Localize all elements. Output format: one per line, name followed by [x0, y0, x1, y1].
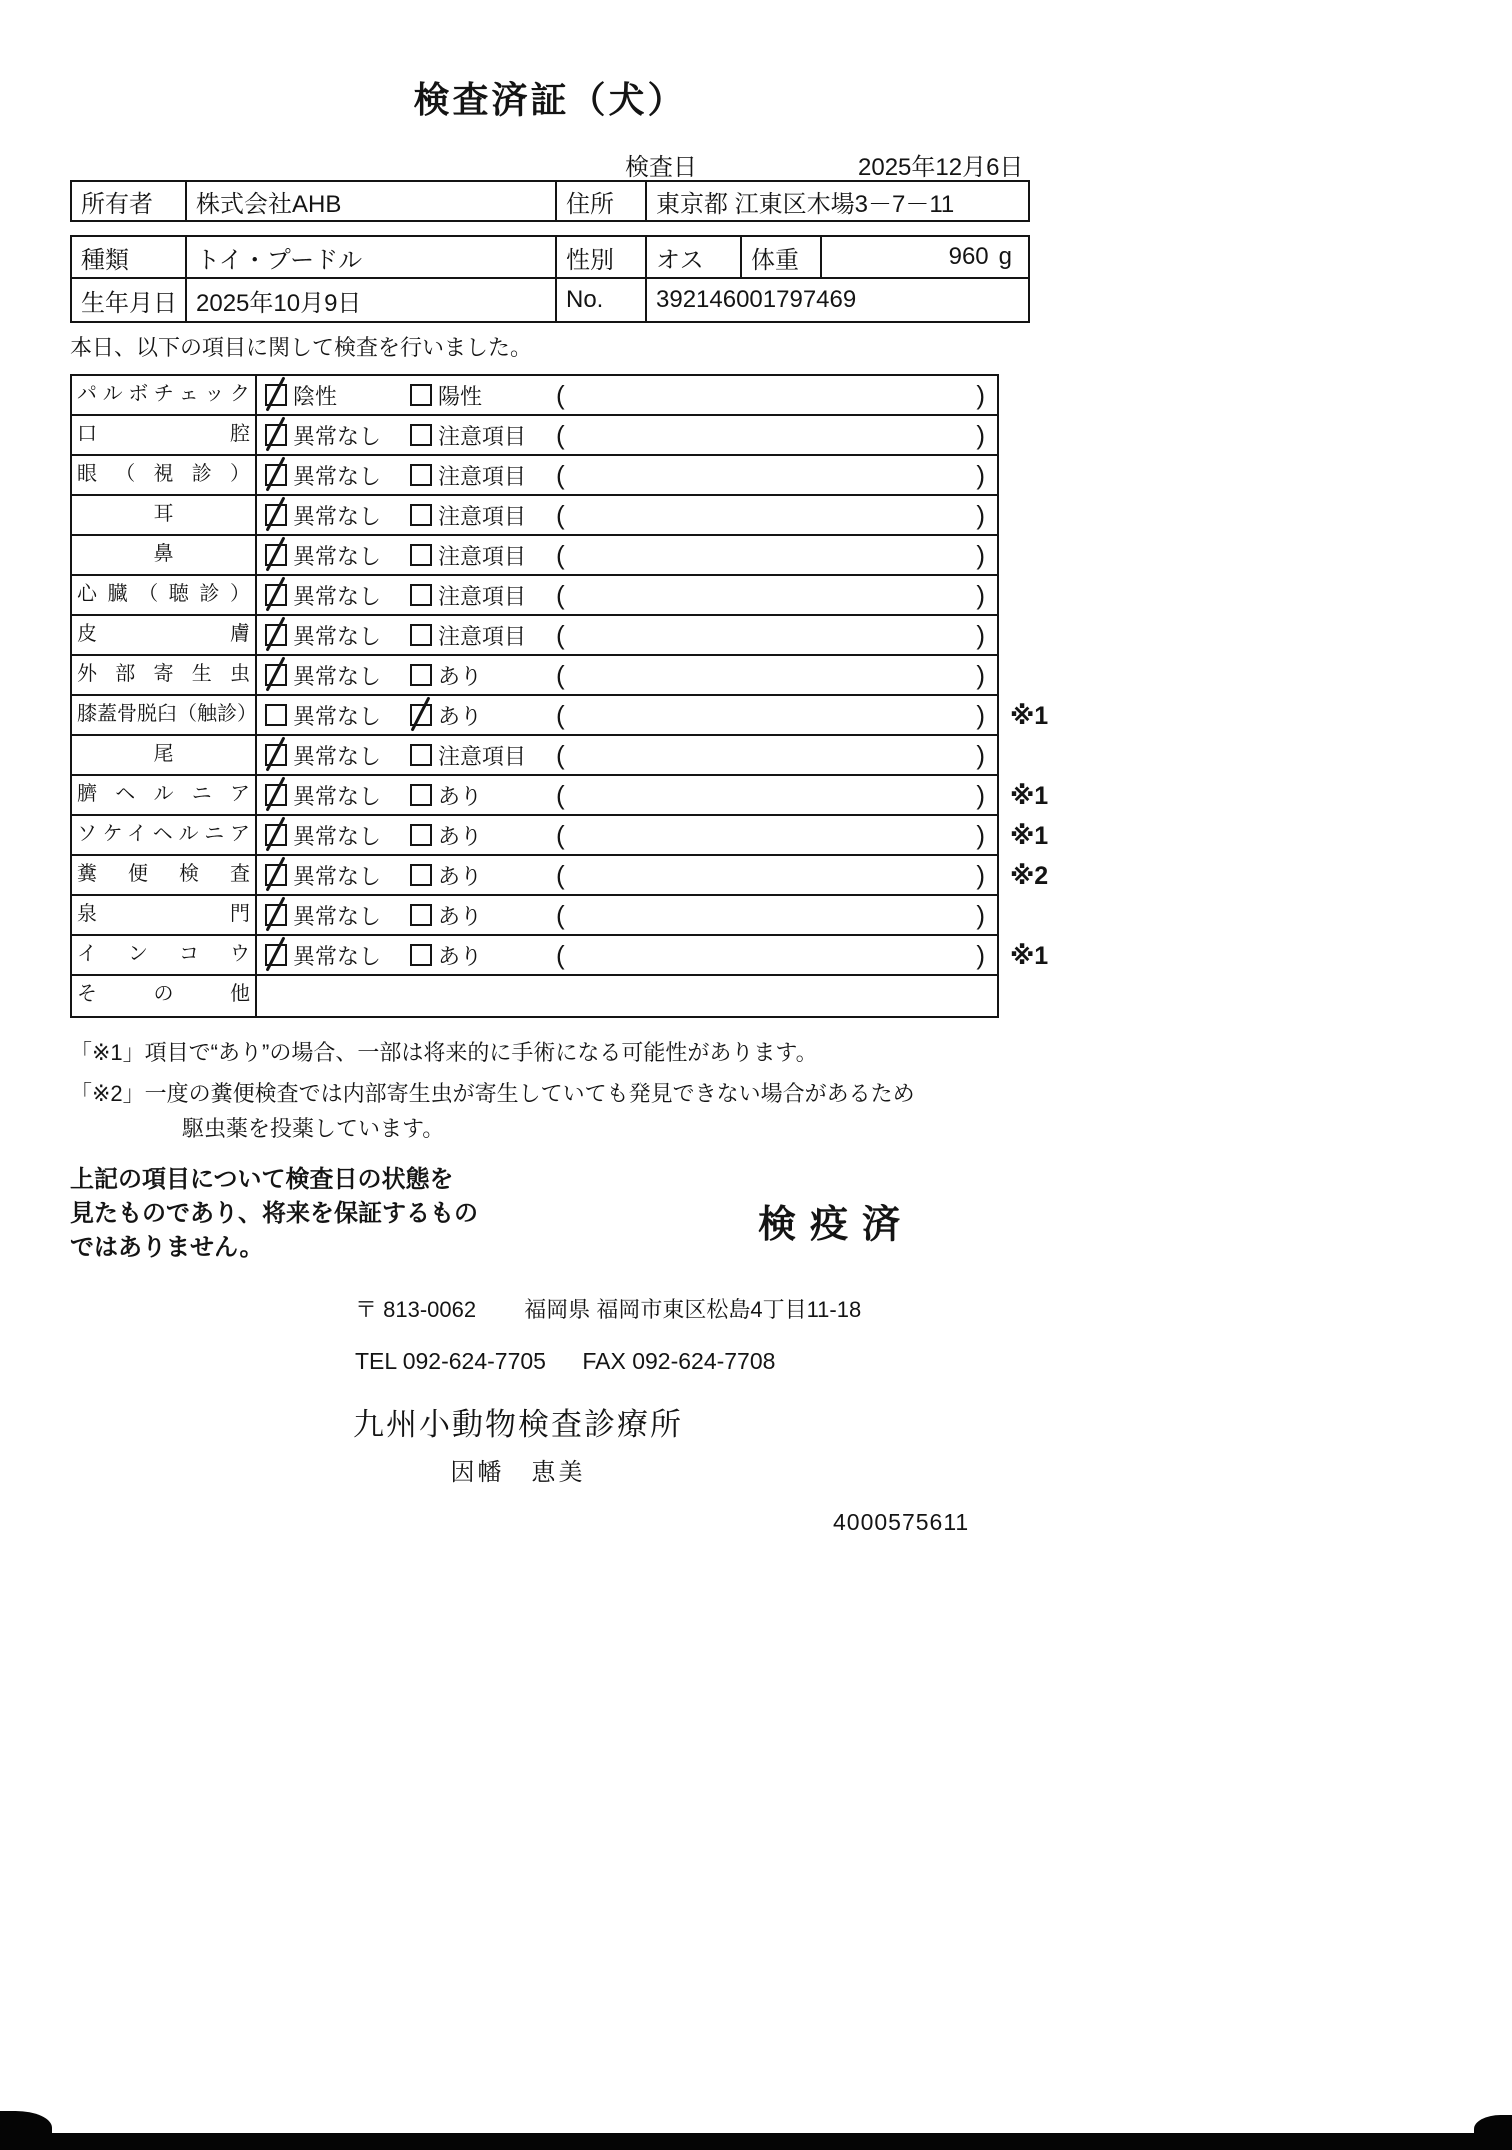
row-note: ※1 [1010, 702, 1049, 730]
remarks-field [554, 940, 997, 971]
inspection-row [72, 536, 997, 576]
no-value: 392146001797469 [656, 286, 857, 313]
remarks-field [554, 620, 997, 651]
option-label: 異常なし [293, 863, 382, 889]
option-primary [264, 460, 409, 491]
item-options [257, 936, 997, 974]
option-primary [264, 900, 409, 931]
option-label: 注意項目 [438, 503, 527, 529]
checkbox-wrap [264, 743, 288, 767]
serial-number: 4000575611 [833, 1509, 970, 1535]
checkbox-icon [410, 424, 432, 446]
remarks-field [554, 700, 997, 731]
pet-info-row-1 [72, 237, 1028, 279]
paren-open: ( [556, 419, 565, 450]
checkbox-wrap [409, 663, 433, 687]
remarks-field [554, 380, 997, 411]
item-options [257, 856, 997, 894]
option-secondary [409, 780, 554, 811]
option-primary [264, 860, 409, 891]
pet-info-row-2 [72, 279, 1028, 321]
inspection-date-row [70, 147, 1030, 181]
paren-close: ) [976, 699, 985, 730]
paren-open: ( [556, 899, 565, 930]
option-label: あり [438, 663, 483, 689]
disclaimer-line1: 上記の項目について検査日の状態を [70, 1166, 454, 1193]
scan-smudge-left [0, 2111, 52, 2135]
item-options [257, 496, 997, 534]
sex-value: オス [647, 237, 742, 277]
option-label: 注意項目 [438, 543, 527, 569]
item-options [257, 416, 997, 454]
option-secondary [409, 500, 554, 531]
tel-number: TEL 092-624-7705 [355, 1348, 546, 1374]
option-primary [264, 580, 409, 611]
paren-open: ( [556, 859, 565, 890]
option-label: 異常なし [293, 743, 382, 769]
item-name: 尾 [72, 736, 257, 774]
inspector-name: 因幡 恵美 [450, 1459, 586, 1486]
item-name: 外部寄生虫 [72, 656, 257, 694]
checkbox-wrap [264, 903, 288, 927]
inspection-row [72, 576, 997, 616]
option-secondary [409, 380, 554, 411]
item-name: 口腔 [72, 416, 257, 454]
clinic-block [348, 1399, 688, 1487]
birthdate-label: 生年月日 [72, 279, 187, 321]
option-label: 異常なし [293, 623, 382, 649]
owner-value: 株式会社AHB [187, 182, 557, 220]
option-secondary [409, 460, 554, 491]
paren-open: ( [556, 939, 565, 970]
remarks-field [554, 860, 997, 891]
item-options [257, 456, 997, 494]
checkbox-wrap [409, 383, 433, 407]
checkbox-wrap [264, 943, 288, 967]
option-label: 異常なし [293, 463, 382, 489]
inspection-date-value: 2025年12月6日 [858, 154, 1024, 181]
checkbox-wrap [409, 783, 433, 807]
option-label: あり [438, 863, 483, 889]
remarks-field [554, 820, 997, 851]
paren-open: ( [556, 539, 565, 570]
checkbox-wrap [264, 383, 288, 407]
paren-close: ) [976, 379, 985, 410]
option-label: 異常なし [293, 703, 382, 729]
checkbox-icon [410, 784, 432, 806]
remarks-field [554, 540, 997, 571]
paren-close: ) [976, 459, 985, 490]
remarks-field [554, 900, 997, 931]
birthdate-value: 2025年10月9日 [187, 279, 557, 321]
option-primary [264, 620, 409, 651]
option-primary [264, 940, 409, 971]
option-secondary [409, 700, 554, 731]
option-secondary [409, 620, 554, 651]
checkbox-wrap [409, 823, 433, 847]
weight-unit: g [998, 243, 1012, 270]
item-name: その他 [72, 976, 257, 1016]
checkbox-wrap [409, 943, 433, 967]
inspection-row [72, 976, 997, 1016]
address-value: 東京都 江東区木場3－7－11 [656, 190, 955, 218]
option-secondary [409, 580, 554, 611]
quarantine-stamp: 検疫済 [758, 1204, 915, 1246]
paren-open: ( [556, 379, 565, 410]
item-name: 臍ヘルニア [72, 776, 257, 814]
option-primary [264, 740, 409, 771]
address-label: 住所 [557, 182, 647, 220]
scan-smudge-right [1474, 2115, 1512, 2135]
disclaimer-line3: ではありません。 [70, 1234, 264, 1261]
intro-text: 本日、以下の項目に関して検査を行いました。 [70, 335, 533, 360]
item-name: 糞便検査 [72, 856, 257, 894]
item-options [257, 616, 997, 654]
item-name: 眼（視診） [72, 456, 257, 494]
checkbox-wrap [409, 543, 433, 567]
item-name: パルボチェック [72, 376, 257, 414]
option-secondary [409, 540, 554, 571]
option-primary [264, 700, 409, 731]
paren-close: ) [976, 739, 985, 770]
inspection-row [72, 496, 997, 536]
item-name: 泉門 [72, 896, 257, 934]
checkbox-icon [410, 624, 432, 646]
paren-open: ( [556, 459, 565, 490]
option-label: 異常なし [293, 783, 382, 809]
disclaimer-section [70, 1163, 1030, 1283]
option-secondary [409, 940, 554, 971]
paren-open: ( [556, 619, 565, 650]
item-name: 耳 [72, 496, 257, 534]
inspection-row [72, 776, 1049, 816]
option-label: 注意項目 [438, 583, 527, 609]
sex-label: 性別 [557, 237, 647, 277]
remarks-field [554, 500, 997, 531]
paren-open: ( [556, 499, 565, 530]
weight-label: 体重 [742, 237, 822, 277]
option-primary [264, 660, 409, 691]
checkbox-icon [410, 504, 432, 526]
option-label: 異常なし [293, 903, 382, 929]
checkbox-wrap [409, 903, 433, 927]
note1-text: 「※1」項目で“あり”の場合、一部は将来的に手術になる可能性があります。 [70, 1040, 818, 1065]
item-options [257, 776, 997, 814]
checkbox-wrap [409, 583, 433, 607]
page-title: 検査済証（犬） [413, 79, 687, 120]
note2-continued-text: 駆虫薬を投薬しています。 [182, 1116, 445, 1141]
clinic-contact-line [355, 1348, 1030, 1375]
paren-open: ( [556, 659, 565, 690]
checkbox-wrap [409, 623, 433, 647]
option-primary [264, 380, 409, 411]
inspection-row [72, 456, 997, 496]
inspection-row [72, 376, 997, 416]
checkbox-icon [410, 464, 432, 486]
row-note: ※1 [1010, 822, 1049, 850]
option-primary [264, 780, 409, 811]
checkbox-wrap [264, 583, 288, 607]
option-label: あり [438, 703, 483, 729]
postal-code: 〒 813-0062 [355, 1297, 477, 1322]
checkbox-icon [410, 664, 432, 686]
item-name: ソケイヘルニア [72, 816, 257, 854]
inspection-table [70, 374, 1049, 1018]
item-options [257, 656, 997, 694]
option-label: 陰性 [293, 383, 338, 409]
item-name: インコウ [72, 936, 257, 974]
paren-open: ( [556, 779, 565, 810]
paren-close: ) [976, 859, 985, 890]
no-label: No. [557, 279, 647, 321]
checkbox-wrap [264, 543, 288, 567]
item-options [257, 896, 997, 934]
checkbox-wrap [264, 823, 288, 847]
document-content [70, 0, 1049, 1536]
checkbox-icon [410, 384, 432, 406]
inspection-row [72, 616, 997, 656]
paren-close: ) [976, 539, 985, 570]
option-label: 陽性 [438, 383, 483, 409]
option-label: あり [438, 783, 483, 809]
option-label: あり [438, 903, 483, 929]
option-label: 注意項目 [438, 623, 527, 649]
checkbox-icon [410, 584, 432, 606]
checkbox-icon [410, 904, 432, 926]
option-label: 異常なし [293, 583, 382, 609]
paren-close: ) [976, 899, 985, 930]
paren-close: ) [976, 499, 985, 530]
option-primary [264, 500, 409, 531]
paren-open: ( [556, 739, 565, 770]
option-secondary [409, 740, 554, 771]
option-secondary [409, 900, 554, 931]
option-label: 異常なし [293, 663, 382, 689]
paren-close: ) [976, 939, 985, 970]
inspection-row [72, 936, 1049, 976]
option-label: あり [438, 943, 483, 969]
checkbox-icon [265, 704, 287, 726]
paren-close: ) [976, 659, 985, 690]
item-options [257, 576, 997, 614]
checkbox-wrap [264, 783, 288, 807]
paren-close: ) [976, 579, 985, 610]
paren-close: ) [976, 819, 985, 850]
clinic-name: 九州小動物検査診療所 [353, 1407, 683, 1442]
checkbox-wrap [409, 463, 433, 487]
fax-number: FAX 092-624-7708 [582, 1348, 776, 1374]
item-name: 膝蓋骨脱臼（触診） [72, 696, 257, 734]
item-options [257, 536, 997, 574]
checkbox-wrap [409, 423, 433, 447]
checkbox-icon [410, 944, 432, 966]
inspection-row [72, 736, 997, 776]
owner-label: 所有者 [72, 182, 187, 220]
scan-artifact-bar [0, 2133, 1512, 2150]
inspection-row [72, 896, 997, 936]
checkbox-wrap [264, 503, 288, 527]
checkbox-wrap [264, 863, 288, 887]
checkbox-wrap [409, 863, 433, 887]
item-options [257, 816, 997, 854]
paren-open: ( [556, 579, 565, 610]
weight-cell [822, 237, 1028, 277]
weight-value: 960 [948, 243, 989, 270]
checkbox-icon [410, 744, 432, 766]
checkbox-wrap [409, 503, 433, 527]
inspection-row [72, 856, 1049, 896]
inspection-row [72, 416, 997, 456]
remarks-field [554, 420, 997, 451]
paren-close: ) [976, 779, 985, 810]
remarks-field [554, 460, 997, 491]
row-note: ※1 [1010, 942, 1049, 970]
paren-close: ) [976, 619, 985, 650]
option-label: 注意項目 [438, 743, 527, 769]
item-name: 皮膚 [72, 616, 257, 654]
inspection-row [72, 816, 1049, 856]
option-secondary [409, 420, 554, 451]
note2-text: 「※2」一度の糞便検査では内部寄生虫が寄生していても発見できない場合があるため [70, 1081, 915, 1106]
checkbox-wrap [264, 663, 288, 687]
option-primary [264, 820, 409, 851]
option-label: 注意項目 [438, 423, 527, 449]
option-secondary [409, 820, 554, 851]
item-options [257, 376, 997, 414]
option-primary [264, 540, 409, 571]
checkbox-wrap [264, 463, 288, 487]
remarks-field [554, 660, 997, 691]
checkbox-wrap [264, 703, 288, 727]
remarks-field [554, 740, 997, 771]
option-label: あり [438, 823, 483, 849]
clinic-address: 福岡県 福岡市東区松島4丁目11-18 [524, 1297, 862, 1322]
inspection-date-label: 検査日 [625, 154, 697, 181]
checkbox-wrap [409, 743, 433, 767]
owner-table [70, 180, 1030, 222]
remarks-field [554, 780, 997, 811]
item-name: 鼻 [72, 536, 257, 574]
paren-open: ( [556, 699, 565, 730]
option-label: 異常なし [293, 543, 382, 569]
breed-label: 種類 [72, 237, 187, 277]
row-note: ※2 [1010, 862, 1049, 890]
paren-open: ( [556, 819, 565, 850]
checkbox-wrap [409, 703, 433, 727]
option-secondary [409, 660, 554, 691]
checkbox-wrap [264, 423, 288, 447]
disclaimer-line2: 見たものであり、将来を保証するもの [70, 1200, 478, 1227]
item-options [257, 736, 997, 774]
clinic-address-line [355, 1293, 1030, 1324]
pet-info-table [70, 235, 1030, 323]
breed-value: トイ・プードル [187, 237, 557, 277]
option-secondary [409, 860, 554, 891]
inspection-row [72, 696, 1049, 736]
checkbox-wrap [264, 623, 288, 647]
remarks-field [554, 580, 997, 611]
checkbox-icon [410, 864, 432, 886]
option-label: 異常なし [293, 943, 382, 969]
option-label: 異常なし [293, 423, 382, 449]
item-name: 心臓（聴診） [72, 576, 257, 614]
option-label: 異常なし [293, 823, 382, 849]
option-label: 異常なし [293, 503, 382, 529]
row-note: ※1 [1010, 782, 1049, 810]
checkbox-icon [410, 824, 432, 846]
option-primary [264, 420, 409, 451]
paren-close: ) [976, 419, 985, 450]
option-label: 注意項目 [438, 463, 527, 489]
checkbox-icon [410, 544, 432, 566]
inspection-row [72, 656, 997, 696]
item-options [257, 696, 997, 734]
